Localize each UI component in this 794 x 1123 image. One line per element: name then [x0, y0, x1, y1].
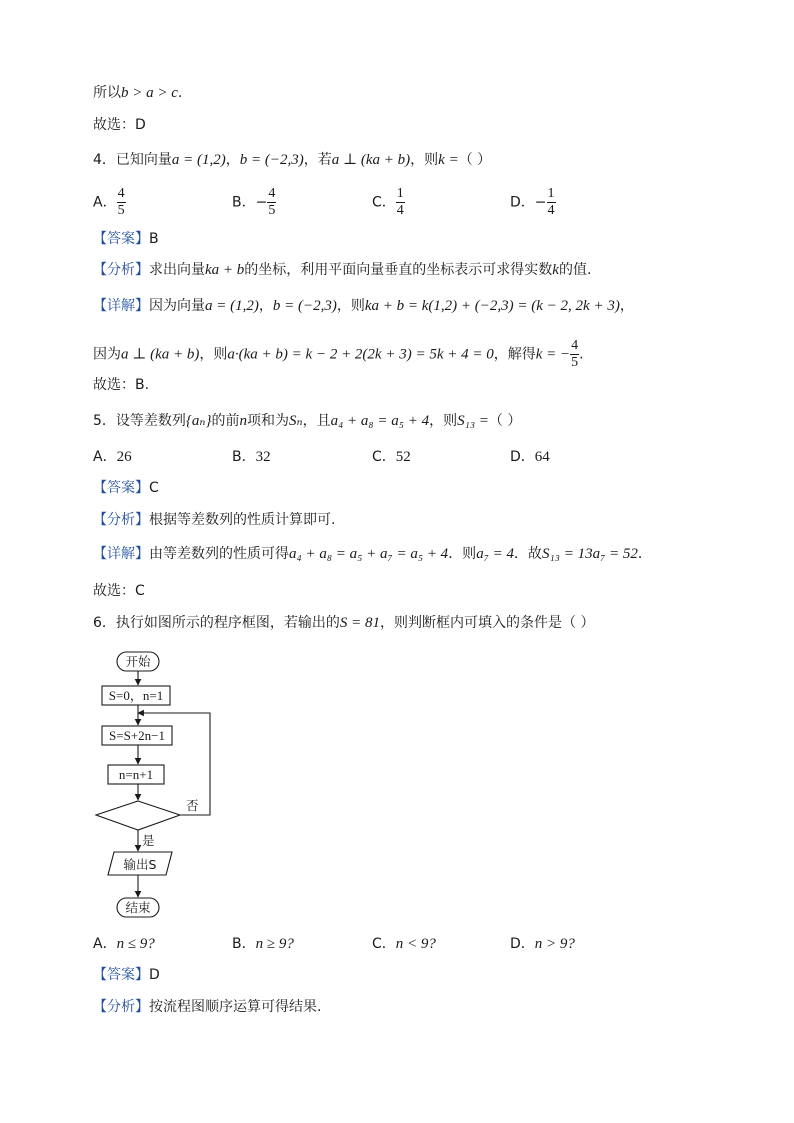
analysis-tag: 【分析】: [93, 262, 149, 278]
denominator: 5: [117, 203, 125, 218]
question-6: [93, 613, 594, 633]
denominator: 4: [547, 203, 555, 218]
option-b: [232, 186, 276, 219]
option-value: n ≤ 9?: [116, 936, 155, 952]
math: n: [239, 413, 247, 429]
option-value: 52: [395, 449, 411, 465]
math: a = (1,2): [205, 298, 259, 314]
fraction: [570, 338, 579, 371]
detail-4-cont: [93, 338, 584, 371]
sign: −: [534, 194, 547, 211]
choose-line: 故选：D: [93, 117, 146, 133]
analysis-tag: 【分析】: [93, 999, 149, 1015]
math: S = 81: [339, 615, 381, 631]
text: ，: [225, 152, 240, 168]
option-a: [93, 447, 132, 467]
option-d: [510, 447, 550, 467]
option-c: [372, 447, 411, 467]
yes-label: 是: [142, 833, 155, 848]
text: 因为: [93, 346, 121, 363]
text: ．则: [448, 546, 477, 562]
text: ，则判断框内可填入的条件是（ ）: [380, 615, 595, 631]
option-a: [93, 186, 126, 219]
option-value: n < 9?: [395, 936, 436, 952]
option-letter: B．: [232, 936, 256, 952]
answer-5: [93, 478, 159, 498]
detail-tag: 【详解】: [93, 546, 149, 562]
math-condition: a ⊥ (ka + b): [331, 152, 411, 168]
math: Sₙ: [289, 413, 303, 429]
text: ．: [637, 546, 652, 562]
math-inequality: b > a > c: [121, 85, 178, 101]
start-label: 开始: [125, 654, 151, 669]
option-value: n > 9?: [534, 936, 575, 952]
step1-label: S=S+2n−1: [109, 728, 165, 743]
option-letter: D．: [510, 194, 535, 211]
text: 的前: [211, 413, 240, 429]
numerator: 1: [547, 186, 555, 201]
option-letter: C．: [372, 936, 396, 952]
math: k = −: [535, 346, 571, 363]
option-letter: D．: [510, 449, 535, 465]
text: 所以: [93, 85, 121, 101]
answer-blank: （ ）: [458, 152, 492, 168]
fraction: [267, 186, 276, 219]
answer-value: C: [149, 480, 159, 496]
text: ，: [258, 298, 273, 314]
math: S₁₃ = 13a₇ = 52: [542, 546, 638, 562]
option-b: [232, 934, 294, 954]
detail-tag: 【详解】: [93, 298, 149, 314]
answer-tag: 【答案】: [93, 967, 149, 983]
numerator: 4: [571, 338, 579, 353]
analysis-4: [93, 260, 591, 280]
conclusion-line: [93, 83, 182, 103]
math: a ⊥ (ka + b): [121, 346, 200, 363]
sign: −: [255, 194, 268, 211]
option-letter: B．: [232, 194, 256, 211]
condition-diamond: [96, 801, 180, 830]
option-value: n ≥ 9?: [255, 936, 294, 952]
math: a·(ka + b) = k − 2 + 2(2k + 3) = 5k + 4 = 0: [227, 346, 494, 363]
choose-line: 故选：B.: [93, 377, 150, 393]
numerator: 1: [396, 186, 404, 201]
fraction: [396, 186, 405, 219]
math-k: k =: [438, 152, 459, 168]
option-c: [372, 934, 436, 954]
option-letter: A．: [93, 194, 117, 211]
text: ，则: [429, 413, 458, 429]
fraction: [117, 186, 126, 219]
text: 求出向量: [149, 262, 205, 278]
option-value: 26: [116, 449, 132, 465]
end-label: 结束: [125, 900, 151, 915]
option-c: [372, 186, 405, 219]
answer-4: [93, 229, 159, 249]
denominator: 5: [268, 203, 276, 218]
question-5: [93, 411, 521, 431]
analysis-tag: 【分析】: [93, 512, 149, 528]
option-letter: B．: [232, 449, 256, 465]
fraction: [547, 186, 556, 219]
denominator: 5: [571, 355, 579, 370]
option-letter: C．: [372, 194, 396, 211]
math-vector-a: a = (1,2): [171, 152, 226, 168]
text: 因为向量: [149, 298, 205, 314]
answer-value: B: [149, 231, 159, 247]
option-value: 32: [255, 449, 271, 465]
text: 由等差数列的性质可得: [149, 546, 289, 562]
detail-5: [93, 544, 652, 564]
text: ，则: [199, 346, 228, 363]
text: 根据等差数列的性质计算即可.: [149, 512, 336, 528]
option-letter: D．: [510, 936, 535, 952]
math-k: k: [552, 262, 559, 278]
analysis-5: [93, 510, 335, 530]
text: .: [177, 85, 183, 101]
denominator: 4: [396, 203, 404, 218]
text: 的坐标，利用平面向量垂直的坐标表示可求得实数: [244, 262, 553, 278]
math: ka + b = k(1,2) + (−2,3) = (k − 2, 2k + 3): [364, 298, 620, 314]
text: 的值.: [558, 262, 592, 278]
answer-blank: （ ）: [488, 413, 522, 429]
detail-4: [93, 296, 634, 316]
text: ，则: [410, 152, 439, 168]
option-letter: A．: [93, 449, 117, 465]
answer-value: D: [149, 967, 160, 983]
choose-line: 故选：C: [93, 583, 145, 599]
answer-6: [93, 965, 160, 985]
option-letter: C．: [372, 449, 396, 465]
math: ka + b: [205, 262, 245, 278]
math: a₄ + a₈ = a₅ + 4: [330, 413, 430, 429]
text: .: [579, 346, 584, 363]
text: 5．设等差数列: [93, 413, 186, 429]
option-letter: A．: [93, 936, 117, 952]
text: ．故: [514, 546, 543, 562]
output-label: 输出S: [123, 857, 157, 872]
text: 按流程图顺序运算可得结果.: [149, 999, 322, 1015]
text: 4．已知向量: [93, 152, 172, 168]
option-b: [232, 447, 271, 467]
question-4: [93, 150, 491, 170]
option-d: [510, 934, 575, 954]
text: 项和为: [247, 413, 289, 429]
flowchart: [90, 645, 220, 925]
math: S₁₃ =: [457, 413, 489, 429]
step2-label: n=n+1: [118, 767, 154, 782]
text: ，则: [336, 298, 365, 314]
numerator: 4: [117, 186, 125, 201]
math: a₄ + a₈ = a₅ + a₇ = a₅ + 4: [289, 546, 449, 562]
init-label: S=0，n=1: [108, 688, 164, 703]
numerator: 4: [268, 186, 276, 201]
text: 6．执行如图所示的程序框图，若输出的: [93, 615, 340, 631]
analysis-6: [93, 997, 321, 1017]
math: b = (−2,3): [272, 298, 337, 314]
math: {aₙ}: [185, 413, 212, 429]
text: ，若: [303, 152, 332, 168]
text: ，且: [302, 413, 331, 429]
no-label: 否: [186, 798, 199, 813]
answer-tag: 【答案】: [93, 480, 149, 496]
option-value: 64: [534, 449, 550, 465]
text: ，: [619, 298, 634, 314]
text: ，解得: [493, 346, 536, 363]
math: a₇ = 4: [476, 546, 515, 562]
option-a: [93, 934, 155, 954]
math-vector-b: b = (−2,3): [239, 152, 304, 168]
option-d: [510, 186, 556, 219]
answer-tag: 【答案】: [93, 231, 149, 247]
